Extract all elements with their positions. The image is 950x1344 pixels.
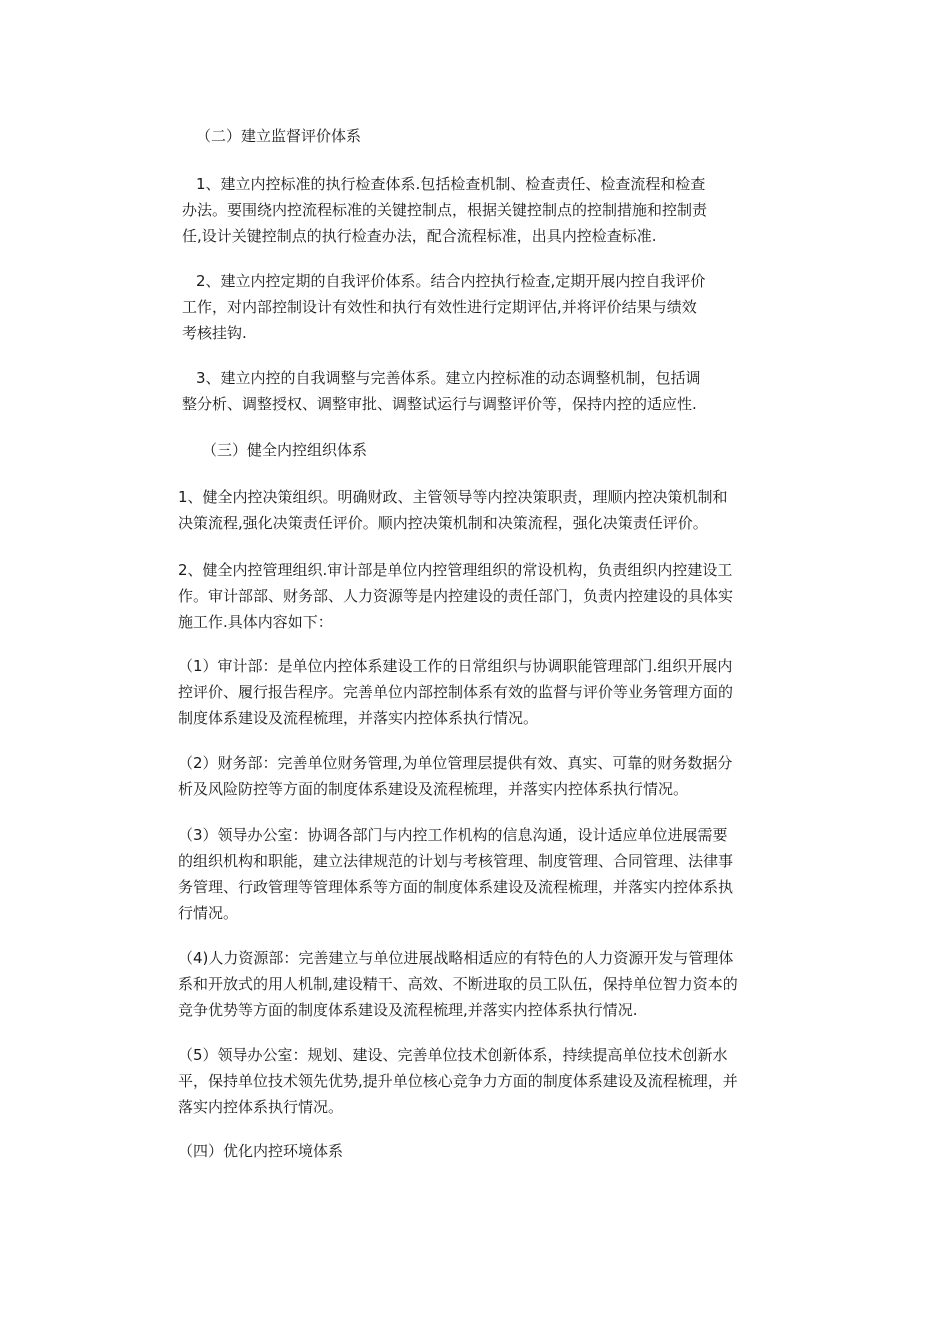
paragraph-line: 工作，对内部控制设计有效性和执行有效性进行定期评估,并将评价结果与绩效	[182, 298, 697, 316]
heading-text: （三）健全内控组织体系	[202, 441, 368, 459]
paragraph-line: 任,设计关键控制点的执行检查办法，配合流程标准，出具内控检查标准.	[182, 227, 657, 245]
section-heading-3	[202, 437, 367, 463]
paragraph-3-1	[178, 484, 728, 536]
paragraph-2-1	[182, 171, 707, 249]
list-item-3	[178, 822, 733, 926]
list-item-5	[178, 1042, 738, 1120]
paragraph-line: 平，保持单位技术领先优势,提升单位核心竞争力方面的制度体系建设及流程梳理，并	[178, 1072, 738, 1090]
paragraph-2-3	[182, 365, 701, 417]
paragraph-line: 落实内控体系执行情况。	[178, 1098, 344, 1116]
paragraph-line: 系和开放式的用人机制,建设精干、高效、不断进取的员工队伍，保持单位智力资本的	[178, 975, 738, 993]
paragraph-line: （5）领导办公室：规划、建设、完善单位技术创新体系，持续提高单位技术创新水	[178, 1046, 728, 1064]
paragraph-line: （2）财务部：完善单位财务管理,为单位管理层提供有效、真实、可靠的财务数据分	[178, 754, 733, 772]
paragraph-line: 竞争优势等方面的制度体系建设及流程梳理,并落实内控体系执行情况.	[178, 1001, 638, 1019]
paragraph-line: 办法。要围绕内控流程标准的关键控制点，根据关键控制点的控制措施和控制责	[182, 201, 708, 219]
paragraph-line: 析及风险防控等方面的制度体系建设及流程梳理，并落实内控体系执行情况。	[178, 780, 689, 798]
paragraph-line: 2、健全内控管理组织.审计部是单位内控管理组织的常设机构，负责组织内控建设工	[178, 561, 733, 579]
paragraph-line: 1、建立内控标准的执行检查体系.包括检查机制、检查责任、检查流程和检查	[196, 175, 706, 193]
paragraph-line: 2、建立内控定期的自我评价体系。结合内控执行检查,定期开展内控自我评价	[196, 272, 706, 290]
paragraph-line: （3）领导办公室：协调各部门与内控工作机构的信息沟通，设计适应单位进展需要	[178, 826, 728, 844]
section-heading-4	[178, 1138, 343, 1164]
list-item-1	[178, 653, 733, 731]
paragraph-line: 考核挂钩.	[182, 324, 247, 342]
paragraph-line: 3、建立内控的自我调整与完善体系。建立内控标准的动态调整机制，包括调	[196, 369, 701, 387]
paragraph-3-2	[178, 557, 733, 635]
paragraph-line: 决策流程,强化决策责任评价。顺内控决策机制和决策流程，强化决策责任评价。	[178, 514, 708, 532]
paragraph-line: 制度体系建设及流程梳理，并落实内控体系执行情况。	[178, 709, 539, 727]
list-item-2	[178, 750, 732, 802]
paragraph-line: 的组织机构和职能，建立法律规范的计划与考核管理、制度管理、合同管理、法律事	[178, 852, 734, 870]
section-heading-2	[196, 123, 361, 149]
paragraph-line: 1、健全内控决策组织。明确财政、主管领导等内控决策职责，理顺内控决策机制和	[178, 488, 728, 506]
paragraph-line: 施工作.具体内容如下：	[178, 613, 333, 631]
paragraph-line: （1）审计部：是单位内控体系建设工作的日常组织与协调职能管理部门.组织开展内	[178, 657, 733, 675]
paragraph-2-2	[182, 268, 705, 346]
paragraph-line: 务管理、行政管理等管理体系等方面的制度体系建设及流程梳理，并落实内控体系执	[178, 878, 734, 896]
paragraph-line: 控评价、履行报告程序。完善单位内部控制体系有效的监督与评价等业务管理方面的	[178, 683, 734, 701]
list-item-4	[178, 945, 738, 1023]
paragraph-line: 整分析、调整授权、调整审批、调整试运行与调整评价等，保持内控的适应性.	[182, 395, 697, 413]
paragraph-line: （4)人力资源部：完善建立与单位进展战略相适应的有特色的人力资源开发与管理体	[178, 949, 734, 967]
heading-text: （四）优化内控环境体系	[178, 1142, 344, 1160]
paragraph-line: 作。审计部部、财务部、人力资源等是内控建设的责任部门，负责内控建设的具体实	[178, 587, 734, 605]
paragraph-line: 行情况。	[178, 904, 239, 922]
heading-text: （二）建立监督评价体系	[196, 127, 362, 145]
